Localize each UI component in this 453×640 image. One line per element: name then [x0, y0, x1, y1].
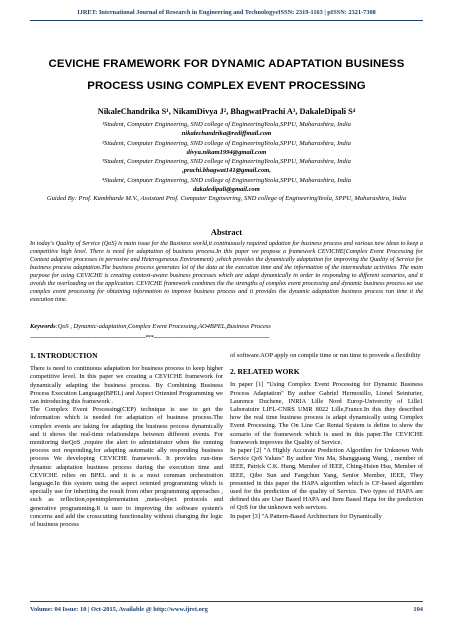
footer-rule: [30, 601, 423, 602]
paper-title: [30, 53, 423, 97]
paragraph: There is need to continuous adaptation for business process to keep higher competitive level. In this paper we creating a CEVICHE framework for dynamically adapting the business process. By Combining Business Process Execution Language(BPEL) and Aspect Oriented Programming we can introducing this framework .: [30, 365, 223, 406]
page-footer: [30, 606, 423, 613]
paragraph: of software.AOP apply on compile time or run time to provede a flexibility: [230, 352, 421, 359]
paragraph: In paper [1] "Using Complex Event Processing for Dynamic Business Process Adaptation" By author Gabriel Hermosillo, Lionel Seinturier, Laurence Duchene, INRIA Lille Nord Europ-Univercity of Lille1 Laboratoire LIFL-CNRS UMR 8022 Lille,France.In this they described how the real time business process is adapt dynamically using Complex Event Processing. The On Line Car Rental System is define to show the scenario of the framework which is used in this paper.The CEVICHE framework improves the Quality of Service.: [230, 381, 423, 446]
author-email[interactable]: ,prachi.bhagwat141@gmail.com,: [182, 167, 271, 175]
author-list: NikaleChandrika S¹, NikamDivya J², BhagwatPrachi A³, DakaleDipali S⁴: [97, 107, 356, 116]
title-line: CEVICHE FRAMEWORK FOR DYNAMIC ADAPTATION BUSINESS: [48, 58, 405, 70]
paragraph: In paper [3] "A Pattern-Based Architecture for Dynamically: [230, 512, 382, 520]
affiliation: ¹Student, Computer Engineering, SND college of EngineeringYeola,SPPU, Maharashtra, India: [102, 121, 351, 128]
abstract-text: In today's Quality of Service (QoS) is main issue for the Business world,it continuously required updation for business process and various new ideas to keep a competitive high level. There is need for adaptation of business process.In this paper we propose a framework CEVICHE(Complex Event Processing for Context adaptive processes in pervasive and Heterogeneous Environment) ,which provides the dynamically adaptation for improving the Quality of Service for business process adaptation.The business process generates lot of the data at the execution time and the information of the intermediate activities. The main purpose for using CEVICHE is creating context-aware business processes which are adapt dynamically in order to responding to different scenarios, and it avoids the overloading on the application. CEVICHE framework combines the the strengths of complex event processing and dynamic business process.we use complex event processing for obtaining information to improve business process and it provides the dynamic adaptation business process run time it the execution time.: [30, 241, 423, 304]
abstract-heading: Abstract: [210, 228, 243, 237]
right-column: [230, 352, 423, 521]
paragraph: In paper [2] "A Highly Accurate Prediction Algorithm for Unknown Web Service QoS Values" By author You Ma, Shangguang Wang, , member of IEEE, Patrick C.K. Hung, Member of IEEE, Ching-Hsien Hsu, Member of IEEE, Qibo Sun and Fangchun Yang, Senior Member, IEEE, They presented in this paper the HAPA algorithm which is CF-based algorithm used for the prediction of the quality of Service. Two types of HAPA are defined this are User Based HAPA and Item Based Hapa for the prediction of QoS for the unknown web services.: [230, 447, 423, 512]
section-heading: 2. RELATED WORK: [230, 367, 300, 377]
header-rule: [30, 20, 423, 21]
author-email[interactable]: dakaledipali@gmail.com: [193, 186, 260, 194]
affiliation: ²Student, Computer Engineering, SND college of EngineeringYeola,SPPU, Maharashtra, India: [102, 139, 351, 147]
left-column: [30, 352, 223, 529]
section-separator: --------------------------------------------------------------------***--------------------------------------------------------------------: [30, 335, 270, 341]
section-heading: 1. INTRODUCTION: [30, 351, 98, 360]
paragraph: The Complex Event Processing(CEP) technique is use to get the information which is needed for adaptation of business process.The complex events are taking for adapting the business process dynamically and it shows the real-time relationships between different events. For monitoring theQoS ,require the alert to administrator when the running process not responding,for adapting automatic ally responding business process We developing CEVICHE framework. It provides run-time dynamic adaptation business process during the execution time and CEVICHE relies on BPEL and it is a most comman orchestration language.In this system using the aspect oriented programming which is specially use for inheriting the result from other programming approaches , such as reflection,openimplementation ,meta-object protocols and generative programming.It is user to improving the software system's concerns and add the crosscutting functionality without changing the logic of business process: [30, 406, 223, 529]
journal-header: IJRET: International Journal of Research in Engineering and TechnologyeISSN: 2319-1163 | pISSN: 2321-7308: [77, 9, 376, 16]
title-line: PROCESS USING COMPLEX EVENT PROCESSING: [87, 80, 366, 92]
author-email[interactable]: nikalechandrika@rediffmail.com: [181, 130, 272, 138]
affiliations: [26, 120, 427, 204]
page-number: 104: [413, 606, 423, 613]
keywords: [30, 323, 423, 330]
footer-volume-info: Volume: 04 Issue: 10 | Oct-2015, Available @ http://www.ijret.org: [30, 606, 208, 613]
guided-by: Guided By: Prof. Kumbharde M.V., Assistant Prof. Computer Engineering, SND college of EngineeringYeola, SPPU, Maharashtra, India: [46, 195, 407, 203]
affiliation: ⁴Student, Computer Engineering, SND college of EngineeringYeola,SPPU, Maharashtra, India: [101, 176, 352, 184]
keywords-label: Keywords: [30, 323, 56, 330]
affiliation: ³Student, Computer Engineering, SND college of EngineeringYeola,SPPU, Maharashtra, India: [102, 158, 351, 166]
keywords-list: :QoS , Dynamic-adaptation,Complex Event Processing,AO4BPEL,Business Process: [55, 323, 271, 330]
author-email[interactable]: divya.nikam1994@gmail.com: [186, 148, 267, 156]
